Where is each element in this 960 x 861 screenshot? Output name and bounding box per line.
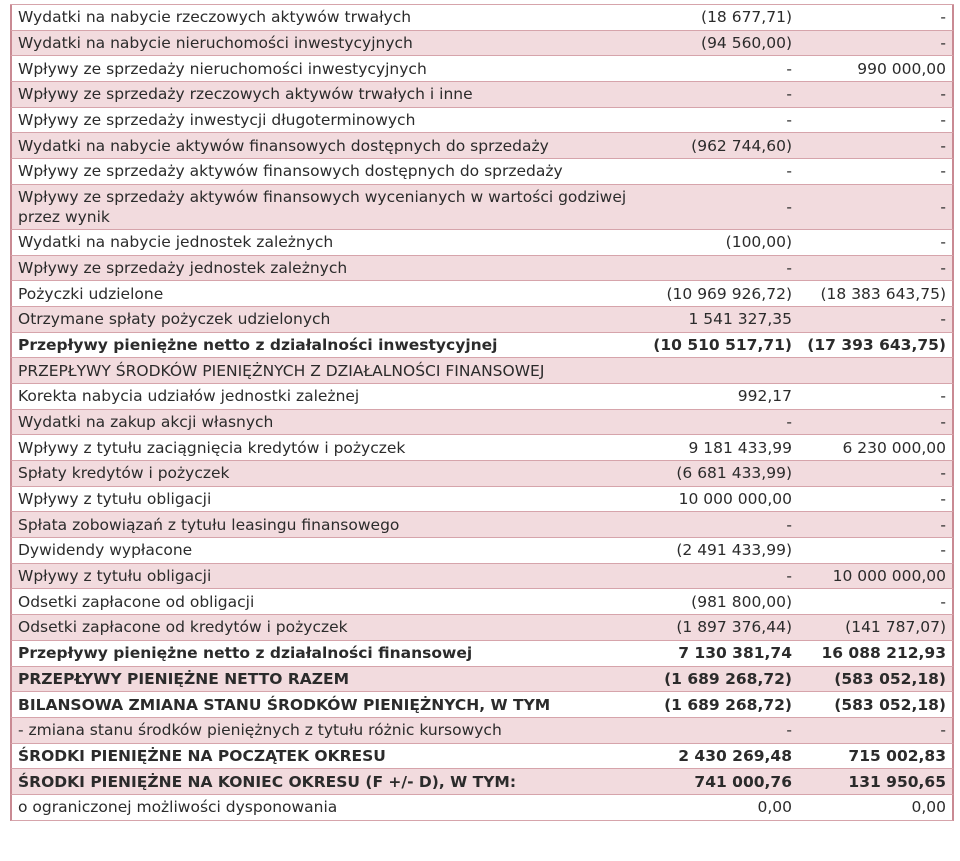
table-row bbox=[10, 410, 954, 436]
table-row bbox=[10, 256, 954, 282]
row-label: PRZEPŁYWY ŚRODKÓW PIENIĘŻNYCH Z DZIAŁALNOŚCI FINANSOWEJ bbox=[18, 361, 545, 380]
value-previous: - bbox=[940, 197, 946, 216]
value-current: (1 689 268,72) bbox=[664, 695, 792, 714]
value-previous: 131 950,65 bbox=[848, 772, 946, 791]
value-previous: - bbox=[940, 162, 946, 181]
value-current: (18 677,71) bbox=[701, 8, 792, 27]
value-current: - bbox=[786, 258, 792, 277]
table-row bbox=[10, 82, 954, 108]
table-row bbox=[10, 307, 954, 333]
value-current: 0,00 bbox=[757, 798, 792, 817]
value-previous: - bbox=[940, 592, 946, 611]
table-row bbox=[10, 461, 954, 487]
table-row bbox=[10, 56, 954, 82]
table-row bbox=[10, 384, 954, 410]
row-label: o ograniczonej możliwości dysponowania bbox=[18, 798, 338, 817]
value-current: (6 681 433,99) bbox=[676, 464, 792, 483]
table-row bbox=[10, 795, 954, 821]
row-label: Wpływy ze sprzedaży jednostek zależnych bbox=[18, 258, 348, 277]
value-previous: 715 002,83 bbox=[848, 746, 946, 765]
row-label: BILANSOWA ZMIANA STANU ŚRODKÓW PIENIĘŻNYCH, W TYM bbox=[18, 695, 551, 714]
table-row bbox=[10, 718, 954, 744]
table-row bbox=[10, 133, 954, 159]
value-previous: - bbox=[940, 136, 946, 155]
table-row bbox=[10, 538, 954, 564]
value-current: (1 897 376,44) bbox=[676, 618, 792, 637]
value-previous: - bbox=[940, 412, 946, 431]
value-previous: - bbox=[940, 464, 946, 483]
value-previous: 16 088 212,93 bbox=[821, 644, 946, 663]
table-row bbox=[10, 641, 954, 667]
table-row bbox=[10, 667, 954, 693]
value-previous: - bbox=[940, 258, 946, 277]
value-current: 992,17 bbox=[737, 387, 792, 406]
value-current: 9 181 433,99 bbox=[688, 438, 792, 457]
value-current: (10 510 517,71) bbox=[653, 335, 792, 354]
section-header-row bbox=[10, 358, 954, 384]
table-row bbox=[10, 230, 954, 256]
row-label: Wydatki na nabycie nieruchomości inwestycyjnych bbox=[18, 34, 413, 53]
row-label: Spłata zobowiązań z tytułu leasingu finansowego bbox=[18, 515, 400, 534]
row-label: - zmiana stanu środków pieniężnych z tytułu różnic kursowych bbox=[18, 721, 502, 740]
table-row bbox=[10, 487, 954, 513]
row-label: Odsetki zapłacone od kredytów i pożyczek bbox=[18, 618, 348, 637]
table-row bbox=[10, 435, 954, 461]
table-row bbox=[10, 31, 954, 57]
value-previous: (17 393 643,75) bbox=[807, 335, 946, 354]
value-previous: 0,00 bbox=[911, 798, 946, 817]
row-label: Wpływy z tytułu obligacji bbox=[18, 490, 212, 509]
row-label: Wydatki na zakup akcji własnych bbox=[18, 412, 274, 431]
value-current: (981 800,00) bbox=[691, 592, 792, 611]
value-previous: - bbox=[940, 541, 946, 560]
value-previous: (141 787,07) bbox=[845, 618, 946, 637]
table-row bbox=[10, 692, 954, 718]
table-row bbox=[10, 281, 954, 307]
table-row bbox=[10, 615, 954, 641]
row-label: Korekta nabycia udziałów jednostki zależnej bbox=[18, 387, 360, 406]
row-label: Pożyczki udzielone bbox=[18, 284, 164, 303]
row-label: Dywidendy wypłacone bbox=[18, 541, 193, 560]
value-current: - bbox=[786, 162, 792, 181]
row-label: Wydatki na nabycie jednostek zależnych bbox=[18, 233, 334, 252]
value-previous: - bbox=[940, 721, 946, 740]
table-row bbox=[10, 589, 954, 615]
value-current: (100,00) bbox=[725, 233, 792, 252]
value-previous: (18 383 643,75) bbox=[820, 284, 946, 303]
table-row bbox=[10, 512, 954, 538]
table-row bbox=[10, 769, 954, 795]
value-current: - bbox=[786, 412, 792, 431]
table-row bbox=[10, 108, 954, 134]
cash-flow-table bbox=[10, 4, 954, 821]
table-row bbox=[10, 564, 954, 590]
table-row bbox=[10, 185, 954, 230]
value-current: - bbox=[786, 197, 792, 216]
row-label: Wpływy z tytułu obligacji bbox=[18, 567, 212, 586]
row-label: Wpływy ze sprzedaży aktywów finansowych dostępnych do sprzedaży bbox=[18, 162, 563, 181]
value-current: (2 491 433,99) bbox=[676, 541, 792, 560]
row-label: Wydatki na nabycie aktywów finansowych dostępnych do sprzedaży bbox=[18, 136, 549, 155]
row-label: Wydatki na nabycie rzeczowych aktywów trwałych bbox=[18, 8, 412, 27]
value-previous: - bbox=[940, 310, 946, 329]
value-previous: - bbox=[940, 85, 946, 104]
value-current: - bbox=[786, 515, 792, 534]
value-previous: - bbox=[940, 34, 946, 53]
row-label: Otrzymane spłaty pożyczek udzielonych bbox=[18, 310, 331, 329]
value-current: - bbox=[786, 85, 792, 104]
table-row bbox=[10, 333, 954, 359]
value-previous: 10 000 000,00 bbox=[832, 567, 946, 586]
value-current: - bbox=[786, 721, 792, 740]
row-label: Przepływy pieniężne netto z działalności inwestycyjnej bbox=[18, 335, 498, 354]
value-current: 1 541 327,35 bbox=[688, 310, 792, 329]
value-previous: 990 000,00 bbox=[857, 59, 946, 78]
value-previous: - bbox=[940, 490, 946, 509]
value-previous: - bbox=[940, 233, 946, 252]
row-label: Odsetki zapłacone od obligacji bbox=[18, 592, 255, 611]
row-label: Wpływy ze sprzedaży nieruchomości inwestycyjnych bbox=[18, 59, 427, 78]
value-current: 7 130 381,74 bbox=[678, 644, 792, 663]
row-label: ŚRODKI PIENIĘŻNE NA POCZĄTEK OKRESU bbox=[18, 746, 386, 765]
value-current: - bbox=[786, 59, 792, 78]
value-current: 741 000,76 bbox=[694, 772, 792, 791]
value-previous: - bbox=[940, 111, 946, 130]
table-row bbox=[10, 5, 954, 31]
row-label: Spłaty kredytów i pożyczek bbox=[18, 464, 230, 483]
value-current: 10 000 000,00 bbox=[678, 490, 792, 509]
value-current: (10 969 926,72) bbox=[666, 284, 792, 303]
value-current: 2 430 269,48 bbox=[678, 746, 792, 765]
row-label: Wpływy z tytułu zaciągnięcia kredytów i pożyczek bbox=[18, 438, 406, 457]
value-previous: 6 230 000,00 bbox=[842, 438, 946, 457]
value-previous: - bbox=[940, 8, 946, 27]
row-label: PRZEPŁYWY PIENIĘŻNE NETTO RAZEM bbox=[18, 669, 350, 688]
row-label: Przepływy pieniężne netto z działalności finansowej bbox=[18, 644, 473, 663]
table-row bbox=[10, 744, 954, 770]
value-current: (1 689 268,72) bbox=[664, 669, 792, 688]
row-label: Wpływy ze sprzedaży aktywów finansowych wycenianych w wartości godziwej przez wynik bbox=[18, 187, 627, 226]
value-previous: - bbox=[940, 387, 946, 406]
value-current: (94 560,00) bbox=[701, 34, 792, 53]
row-label: ŚRODKI PIENIĘŻNE NA KONIEC OKRESU (F +/- D), W TYM: bbox=[18, 772, 517, 791]
value-previous: (583 052,18) bbox=[834, 669, 946, 688]
row-label: Wpływy ze sprzedaży inwestycji długoterminowych bbox=[18, 111, 416, 130]
value-current: - bbox=[786, 111, 792, 130]
row-label: Wpływy ze sprzedaży rzeczowych aktywów trwałych i inne bbox=[18, 85, 473, 104]
value-current: - bbox=[786, 567, 792, 586]
value-current: (962 744,60) bbox=[691, 136, 792, 155]
table-row bbox=[10, 159, 954, 185]
value-previous: (583 052,18) bbox=[834, 695, 946, 714]
value-previous: - bbox=[940, 515, 946, 534]
